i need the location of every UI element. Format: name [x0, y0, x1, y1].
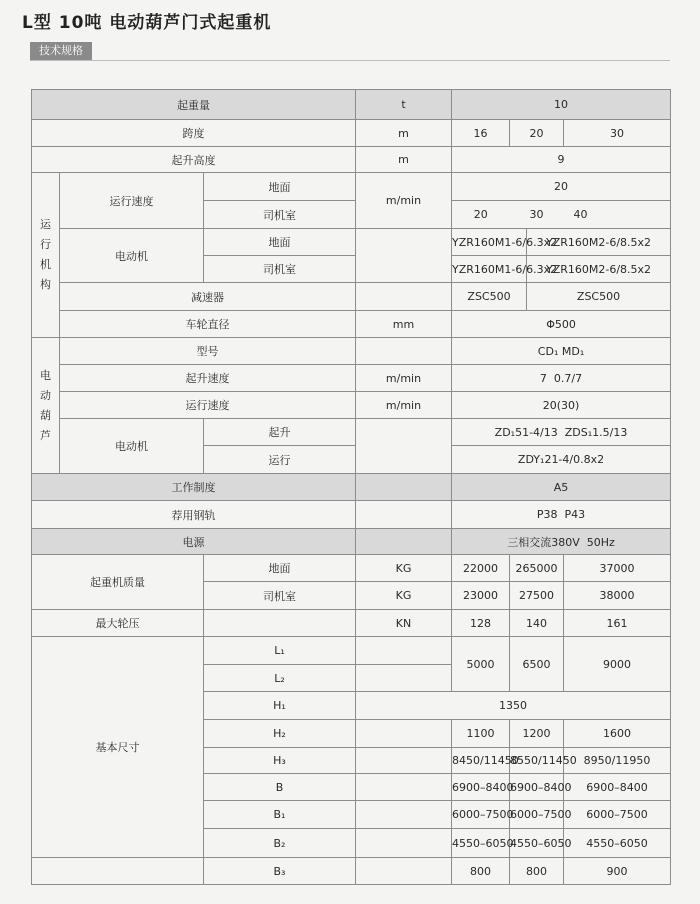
dim-b-value-2: 6900–8400: [510, 774, 564, 801]
dim-b-value-3: 6900–8400: [564, 774, 671, 801]
duty-label: 工作制度: [32, 474, 356, 501]
power-label: 电源: [32, 529, 356, 555]
hoist-speed-value: 7 0.7/7: [452, 365, 671, 392]
run-speed-cab-value-3: 40: [564, 201, 671, 229]
rail-value: P38 P43: [452, 501, 671, 529]
dim-b2-value-2: 4550–6050: [510, 829, 564, 858]
page-title: L型 10吨 电动葫芦门式起重机: [22, 13, 272, 33]
wheel-load-value-2: 140: [510, 610, 564, 637]
span-value-3: 30: [564, 120, 671, 147]
dim-b1-label: B₁: [204, 801, 356, 829]
row-duty: [32, 474, 671, 501]
row-reducer: [32, 283, 671, 311]
run-motor-label: 电动机: [60, 229, 204, 283]
lift-height-value: 9: [452, 147, 671, 173]
row-mass-ground: [32, 555, 671, 582]
mass-cab-value-1: 23000: [452, 582, 510, 610]
dim-h3-value-2: 8550/11450: [510, 748, 564, 774]
dim-h3-value-3: 8950/11950: [564, 748, 671, 774]
dim-b2-unit-cell: [356, 829, 452, 858]
hoist-motor-run-value: ZDY₁21-4/0.8x2: [452, 446, 671, 474]
dim-h2-label: H₂: [204, 720, 356, 748]
dim-h2-value-1: 1100: [452, 720, 510, 748]
hoist-run-speed-unit: m/min: [356, 392, 452, 419]
mass-label: 起重机质量: [32, 555, 204, 610]
run-motor-cab-value-a: YZR160M1-6/6.3x2: [452, 256, 527, 283]
run-motor-cab-value-b: YZR160M2-6/8.5x2: [527, 256, 671, 283]
mass-ground-value-2: 265000: [510, 555, 564, 582]
mass-ground-value-1: 22000: [452, 555, 510, 582]
wheel-load-value-3: 161: [564, 610, 671, 637]
dim-b1-unit-cell: [356, 801, 452, 829]
run-motor-ground-label: 地面: [204, 229, 356, 256]
reducer-unit-cell: [356, 283, 452, 311]
row-hoist-speed: [32, 365, 671, 392]
dim-b3-label: B₃: [204, 858, 356, 885]
run-speed-cab-label: 司机室: [204, 201, 356, 229]
hoist-motor-lift-value: ZD₁51-4/13 ZDS₁1.5/13: [452, 419, 671, 446]
dim-h3-value-1: 8450/11450: [452, 748, 510, 774]
dim-b2-value-1: 4550–6050: [452, 829, 510, 858]
dim-h2-value-2: 1200: [510, 720, 564, 748]
dim-b2-label: B₂: [204, 829, 356, 858]
run-motor-ground-value-a: YZR160M1-6/6.3x2: [452, 229, 527, 256]
mass-cab-value-2: 27500: [510, 582, 564, 610]
hoist-motor-run-label: 运行: [204, 446, 356, 474]
hoist-run-speed-label: 运行速度: [60, 392, 356, 419]
row-run-motor-ground: [32, 229, 671, 256]
mass-cab-value-3: 38000: [564, 582, 671, 610]
run-speed-ground-label: 地面: [204, 173, 356, 201]
mass-ground-label: 地面: [204, 555, 356, 582]
run-speed-cab-value-1: 20: [452, 201, 510, 229]
hoist-model-label: 型号: [60, 338, 356, 365]
hoist-motor-lift-label: 起升: [204, 419, 356, 446]
span-value-1: 16: [452, 120, 510, 147]
capacity-value: 10: [452, 90, 671, 120]
dim-l-value-2: 6500: [510, 637, 564, 692]
wheel-load-value-1: 128: [452, 610, 510, 637]
dim-b1-value-3: 6000–7500: [564, 801, 671, 829]
wheel-diameter-value: Φ500: [452, 311, 671, 338]
mass-cab-unit: KG: [356, 582, 452, 610]
header-divider: [30, 60, 670, 61]
reducer-value-a: ZSC500: [452, 283, 527, 311]
row-span: [32, 120, 671, 147]
hoist-model-unit-cell: [356, 338, 452, 365]
row-power: [32, 529, 671, 555]
dim-h2-value-3: 1600: [564, 720, 671, 748]
row-lift-height: [32, 147, 671, 173]
hoist-motor-unit-cell: [356, 419, 452, 474]
capacity-unit: t: [356, 90, 452, 120]
dim-l1-unit-cell: [356, 637, 452, 665]
row-capacity: [32, 90, 671, 120]
dim-b3-value-1: 800: [452, 858, 510, 885]
hoist-speed-label: 起升速度: [60, 365, 356, 392]
rail-unit-cell: [356, 501, 452, 529]
run-motor-ground-value-b: YZR160M2-6/8.5x2: [527, 229, 671, 256]
dim-b-label: B: [204, 774, 356, 801]
run-speed-unit: m/min: [356, 173, 452, 229]
lift-height-unit: m: [356, 147, 452, 173]
dim-h1-label: H₁: [204, 692, 356, 720]
reducer-label: 减速器: [60, 283, 356, 311]
wheel-diameter-unit: mm: [356, 311, 452, 338]
dim-l-value-1: 5000: [452, 637, 510, 692]
span-unit: m: [356, 120, 452, 147]
power-value: 三相交流380V 50Hz: [452, 529, 671, 555]
row-run-speed-ground: [32, 173, 671, 201]
row-wheel-load: [32, 610, 671, 637]
power-unit-cell: [356, 529, 452, 555]
run-motor-cab-label: 司机室: [204, 256, 356, 283]
dim-l2-unit-cell: [356, 665, 452, 692]
running-mechanism-group-label: 运 行 机 构: [32, 173, 60, 338]
duty-unit-cell: [356, 474, 452, 501]
lift-height-label: 起升高度: [32, 147, 356, 173]
dim-b1-value-2: 6000–7500: [510, 801, 564, 829]
section-tag: 技术规格: [30, 42, 92, 60]
run-speed-cab-value-2: 30: [510, 201, 564, 229]
hoist-group-label: 电 动 葫 芦: [32, 338, 60, 474]
row-rail: [32, 501, 671, 529]
dim-b1-value-1: 6000–7500: [452, 801, 510, 829]
row-hoist-model: [32, 338, 671, 365]
run-speed-label: 运行速度: [60, 173, 204, 229]
hoist-model-value: CD₁ MD₁: [452, 338, 671, 365]
dim-l2-label: L₂: [204, 665, 356, 692]
hoist-speed-unit: m/min: [356, 365, 452, 392]
dims-label: 基本尺寸: [32, 637, 204, 858]
run-motor-unit-cell: [356, 229, 452, 283]
dim-b3-value-2: 800: [510, 858, 564, 885]
capacity-label: 起重量: [32, 90, 356, 120]
spec-table: [31, 89, 671, 885]
dim-b3-unit-cell: [356, 858, 452, 885]
rail-label: 荐用钢轨: [32, 501, 356, 529]
mass-cab-label: 司机室: [204, 582, 356, 610]
reducer-value-b: ZSC500: [527, 283, 671, 311]
span-value-2: 20: [510, 120, 564, 147]
dim-h2-unit-cell: [356, 720, 452, 748]
duty-value: A5: [452, 474, 671, 501]
row-wheel-diameter: [32, 311, 671, 338]
dim-h3-unit-cell: [356, 748, 452, 774]
hoist-run-speed-value: 20(30): [452, 392, 671, 419]
span-label: 跨度: [32, 120, 356, 147]
dim-h1-value: 1350: [356, 692, 671, 720]
mass-ground-value-3: 37000: [564, 555, 671, 582]
row-hoist-motor-lift: [32, 419, 671, 446]
dim-b-value-1: 6900–8400: [452, 774, 510, 801]
wheel-load-label: 最大轮压: [32, 610, 204, 637]
run-speed-ground-value: 20: [452, 173, 671, 201]
dim-l-value-3: 9000: [564, 637, 671, 692]
dims-label-continuation: [32, 858, 204, 885]
wheel-load-spacer: [204, 610, 356, 637]
hoist-motor-label: 电动机: [60, 419, 204, 474]
wheel-load-unit: KN: [356, 610, 452, 637]
row-hoist-run-speed: [32, 392, 671, 419]
dim-l1-label: L₁: [204, 637, 356, 665]
dim-h3-label: H₃: [204, 748, 356, 774]
row-dim-b3: [32, 858, 671, 885]
dim-b-unit-cell: [356, 774, 452, 801]
dim-b2-value-3: 4550–6050: [564, 829, 671, 858]
row-dim-l1: [32, 637, 671, 665]
mass-ground-unit: KG: [356, 555, 452, 582]
wheel-diameter-label: 车轮直径: [60, 311, 356, 338]
dim-b3-value-3: 900: [564, 858, 671, 885]
